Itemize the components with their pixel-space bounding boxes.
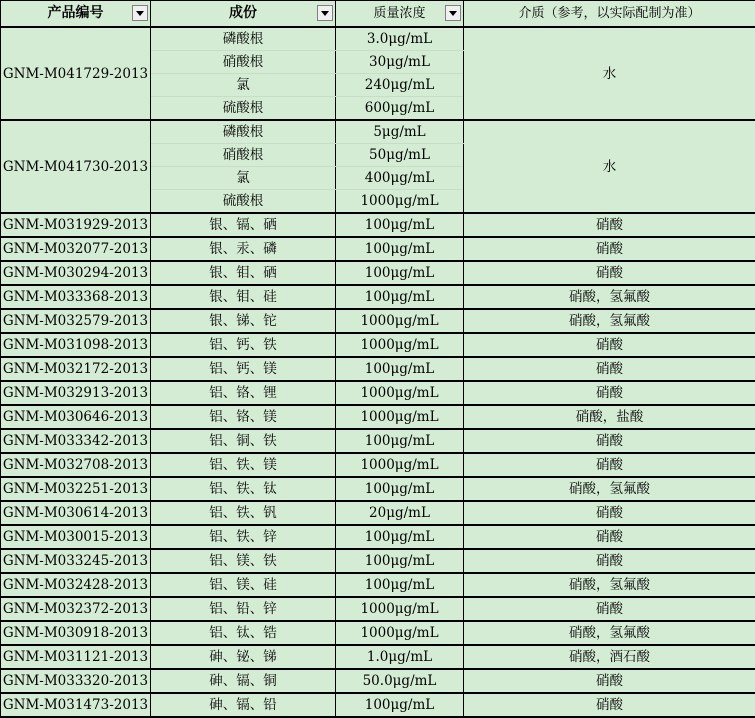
cell-composition[interactable]: 硫酸根 <box>151 190 336 214</box>
cell-composition[interactable]: 磷酸根 <box>151 120 336 144</box>
cell-concentration[interactable]: 3.0μg/mL <box>336 27 464 51</box>
table-row <box>1 693 755 717</box>
table-row <box>1 645 755 669</box>
cell-concentration[interactable]: 100μg/mL <box>336 525 464 549</box>
cell-composition[interactable]: 铝、铁、钛 <box>151 477 336 501</box>
cell-code[interactable]: GNM-M030614-2013 <box>1 501 151 525</box>
cell-medium[interactable]: 硝酸，氢氟酸 <box>464 573 755 597</box>
cell-medium[interactable]: 硝酸 <box>464 429 755 453</box>
cell-composition[interactable]: 硝酸根 <box>151 144 336 167</box>
cell-code[interactable]: GNM-M032372-2013 <box>1 597 151 621</box>
cell-composition[interactable]: 硫酸根 <box>151 97 336 121</box>
cell-code[interactable]: GNM-M031121-2013 <box>1 645 151 669</box>
cell-medium[interactable]: 硝酸 <box>464 597 755 621</box>
cell-composition[interactable]: 银、汞、磷 <box>151 237 336 261</box>
cell-concentration[interactable]: 1.0μg/mL <box>336 645 464 669</box>
cell-medium[interactable]: 硝酸 <box>464 237 755 261</box>
table-row <box>1 405 755 429</box>
cell-concentration[interactable]: 100μg/mL <box>336 213 464 237</box>
table-row <box>1 429 755 453</box>
cell-code[interactable]: GNM-M032428-2013 <box>1 573 151 597</box>
cell-medium[interactable]: 硝酸 <box>464 549 755 573</box>
cell-medium[interactable]: 硝酸 <box>464 453 755 477</box>
table-row <box>1 525 755 549</box>
cell-medium[interactable]: 硝酸，酒石酸 <box>464 645 755 669</box>
cell-composition[interactable]: 银、镉、硒 <box>151 213 336 237</box>
cell-medium[interactable]: 硝酸 <box>464 501 755 525</box>
cell-composition[interactable]: 银、钼、硒 <box>151 261 336 285</box>
header-composition-label: 成份 <box>229 1 257 26</box>
cell-medium[interactable]: 硝酸 <box>464 213 755 237</box>
table-row <box>1 453 755 477</box>
cell-medium[interactable]: 硝酸，氢氟酸 <box>464 621 755 645</box>
cell-medium[interactable]: 硝酸 <box>464 525 755 549</box>
cell-medium[interactable]: 硝酸，氢氟酸 <box>464 309 755 333</box>
cell-medium[interactable]: 硝酸 <box>464 381 755 405</box>
cell-concentration[interactable]: 400μg/mL <box>336 167 464 190</box>
cell-concentration[interactable]: 1000μg/mL <box>336 333 464 357</box>
filter-dropdown-composition-icon[interactable] <box>317 5 333 21</box>
cell-code[interactable]: GNM-M033368-2013 <box>1 285 151 309</box>
cell-code[interactable]: GNM-M041730-2013 <box>1 120 151 213</box>
table-row <box>1 549 755 573</box>
cell-composition[interactable]: 铝、铁、钒 <box>151 501 336 525</box>
cell-code[interactable]: GNM-M033320-2013 <box>1 669 151 693</box>
header-row <box>1 1 755 28</box>
cell-composition[interactable]: 砷、镉、铅 <box>151 693 336 717</box>
cell-composition[interactable]: 银、锑、铊 <box>151 309 336 333</box>
table-row <box>1 285 755 309</box>
cell-concentration[interactable]: 1000μg/mL <box>336 453 464 477</box>
cell-code[interactable]: GNM-M033342-2013 <box>1 429 151 453</box>
table-row <box>1 597 755 621</box>
header-concentration-label: 质量浓度 <box>373 1 425 26</box>
cell-code[interactable]: GNM-M032708-2013 <box>1 453 151 477</box>
cell-concentration[interactable]: 1000μg/mL <box>336 597 464 621</box>
cell-medium[interactable]: 硝酸 <box>464 669 755 693</box>
header-code <box>1 1 151 28</box>
table-row <box>1 501 755 525</box>
cell-code[interactable]: GNM-M032913-2013 <box>1 381 151 405</box>
cell-medium[interactable]: 水 <box>464 27 755 120</box>
cell-composition[interactable]: 铝、镁、铁 <box>151 549 336 573</box>
header-medium-label: 介质（参考，以实际配制为准） <box>518 1 700 26</box>
table-row <box>1 333 755 357</box>
cell-composition[interactable]: 硝酸根 <box>151 51 336 74</box>
cell-concentration[interactable]: 5μg/mL <box>336 120 464 144</box>
header-code-label: 产品编号 <box>48 1 104 26</box>
cell-concentration[interactable]: 1000μg/mL <box>336 405 464 429</box>
table-row <box>1 237 755 261</box>
cell-concentration[interactable]: 100μg/mL <box>336 261 464 285</box>
cell-concentration[interactable]: 1000μg/mL <box>336 381 464 405</box>
cell-concentration[interactable]: 600μg/mL <box>336 97 464 121</box>
cell-composition[interactable]: 铝、钙、铁 <box>151 333 336 357</box>
cell-medium[interactable]: 硝酸，盐酸 <box>464 405 755 429</box>
cell-code[interactable]: GNM-M041729-2013 <box>1 27 151 120</box>
cell-medium[interactable]: 硝酸，氢氟酸 <box>464 285 755 309</box>
cell-code[interactable]: GNM-M033245-2013 <box>1 549 151 573</box>
cell-medium[interactable]: 水 <box>464 120 755 213</box>
cell-composition[interactable]: 铝、铜、铁 <box>151 429 336 453</box>
cell-composition[interactable]: 铝、钙、镁 <box>151 357 336 381</box>
cell-concentration[interactable]: 100μg/mL <box>336 693 464 717</box>
cell-concentration[interactable]: 100μg/mL <box>336 477 464 501</box>
cell-code[interactable]: GNM-M030918-2013 <box>1 621 151 645</box>
cell-concentration[interactable]: 240μg/mL <box>336 74 464 97</box>
cell-medium[interactable]: 硝酸 <box>464 261 755 285</box>
cell-composition[interactable]: 氯 <box>151 74 336 97</box>
table-row <box>1 381 755 405</box>
cell-code[interactable]: GNM-M031929-2013 <box>1 213 151 237</box>
cell-composition[interactable]: 磷酸根 <box>151 27 336 51</box>
cell-concentration[interactable]: 100μg/mL <box>336 429 464 453</box>
cell-concentration[interactable]: 1000μg/mL <box>336 190 464 214</box>
cell-medium[interactable]: 硝酸 <box>464 693 755 717</box>
cell-code[interactable]: GNM-M032579-2013 <box>1 309 151 333</box>
cell-concentration[interactable]: 30μg/mL <box>336 51 464 74</box>
cell-concentration[interactable]: 100μg/mL <box>336 573 464 597</box>
table-row <box>1 213 755 237</box>
cell-code[interactable]: GNM-M031473-2013 <box>1 693 151 717</box>
table-row <box>1 621 755 645</box>
cell-code[interactable]: GNM-M031098-2013 <box>1 333 151 357</box>
cell-composition[interactable]: 铝、铅、锌 <box>151 597 336 621</box>
header-concentration <box>336 1 464 28</box>
table-row <box>1 261 755 285</box>
table-row <box>1 357 755 381</box>
cell-composition[interactable]: 铝、铬、锂 <box>151 381 336 405</box>
cell-concentration[interactable]: 50μg/mL <box>336 144 464 167</box>
cell-concentration[interactable]: 1000μg/mL <box>336 309 464 333</box>
cell-code[interactable]: GNM-M032251-2013 <box>1 477 151 501</box>
table-row <box>1 573 755 597</box>
cell-concentration[interactable]: 100μg/mL <box>336 237 464 261</box>
cell-code[interactable]: GNM-M032172-2013 <box>1 357 151 381</box>
cell-concentration[interactable]: 100μg/mL <box>336 285 464 309</box>
filter-dropdown-code-icon[interactable] <box>132 5 148 21</box>
cell-composition[interactable]: 砷、铋、锑 <box>151 645 336 669</box>
cell-concentration[interactable]: 100μg/mL <box>336 357 464 381</box>
table-row <box>1 309 755 333</box>
cell-composition[interactable]: 铝、铁、镁 <box>151 453 336 477</box>
cell-concentration[interactable]: 20μg/mL <box>336 501 464 525</box>
cell-concentration[interactable]: 1000μg/mL <box>336 621 464 645</box>
cell-composition[interactable]: 铝、铬、镁 <box>151 405 336 429</box>
cell-composition[interactable]: 银、钼、硅 <box>151 285 336 309</box>
header-medium <box>464 1 755 28</box>
cell-code[interactable]: GNM-M030015-2013 <box>1 525 151 549</box>
cell-code[interactable]: GNM-M032077-2013 <box>1 237 151 261</box>
cell-medium[interactable]: 硝酸，氢氟酸 <box>464 477 755 501</box>
cell-medium[interactable]: 硝酸 <box>464 357 755 381</box>
filter-dropdown-concentration-icon[interactable] <box>445 5 461 21</box>
cell-composition[interactable]: 砷、镉、铜 <box>151 669 336 693</box>
cell-code[interactable]: GNM-M030646-2013 <box>1 405 151 429</box>
group-subrow <box>1 27 755 51</box>
table-row <box>1 477 755 501</box>
header-composition <box>151 1 336 28</box>
cell-composition[interactable]: 铝、铁、锌 <box>151 525 336 549</box>
table-row <box>1 669 755 693</box>
group-subrow <box>1 120 755 144</box>
cell-concentration[interactable]: 50.0μg/mL <box>336 669 464 693</box>
cell-composition[interactable]: 铝、镁、硅 <box>151 573 336 597</box>
cell-concentration[interactable]: 100μg/mL <box>336 549 464 573</box>
cell-composition[interactable]: 铝、钛、锆 <box>151 621 336 645</box>
cell-medium[interactable]: 硝酸 <box>464 333 755 357</box>
cell-composition[interactable]: 氯 <box>151 167 336 190</box>
cell-code[interactable]: GNM-M030294-2013 <box>1 261 151 285</box>
